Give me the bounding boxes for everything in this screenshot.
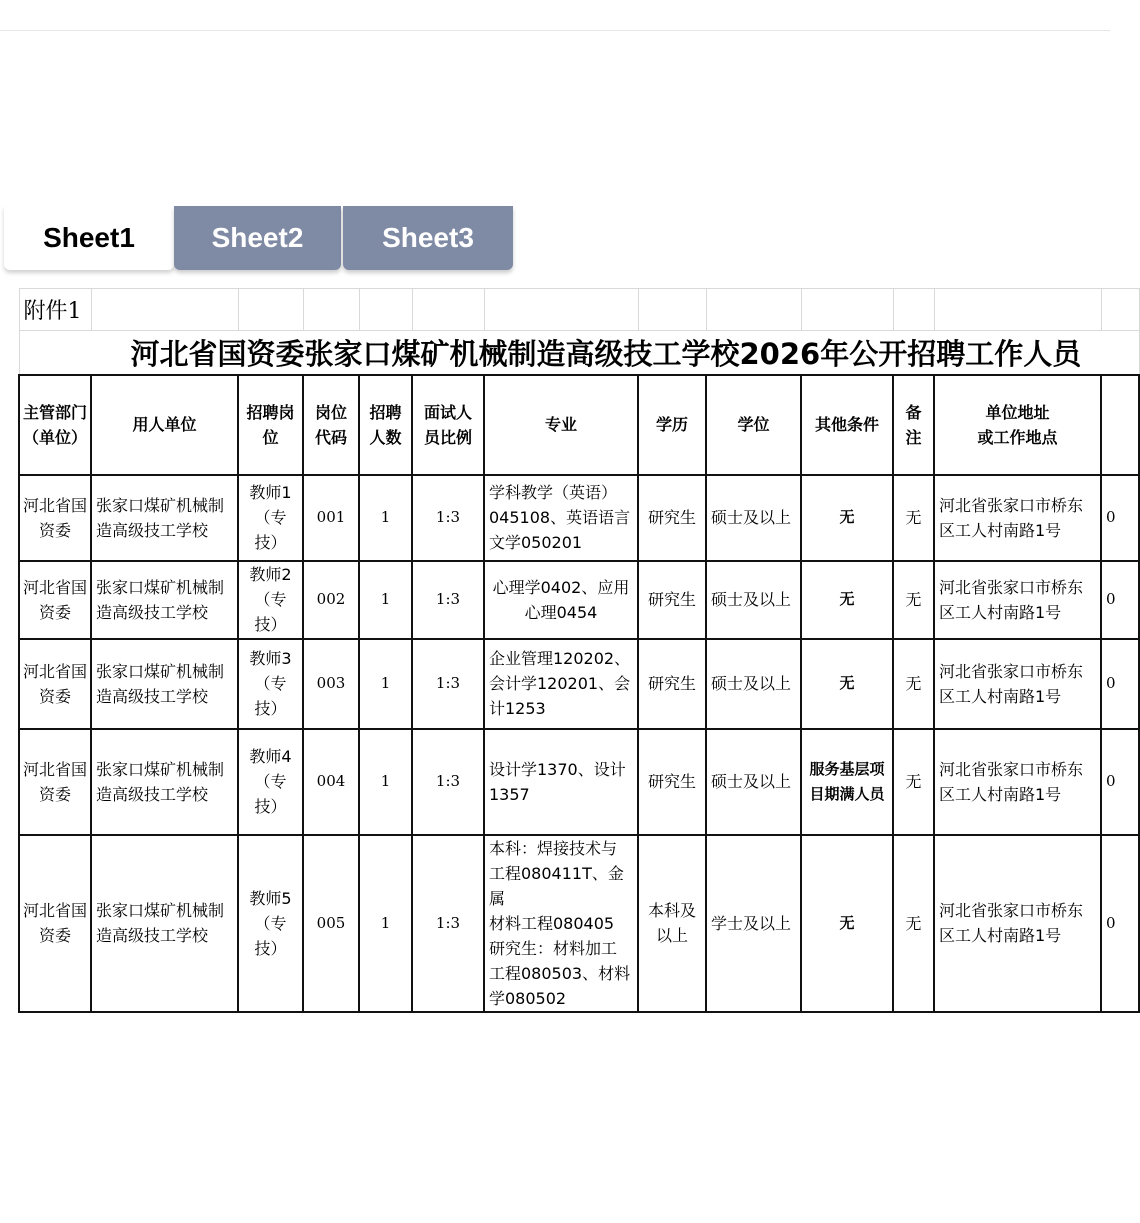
cell-education[interactable]: 研究生 xyxy=(638,475,706,561)
cell-extra[interactable]: 0 xyxy=(1101,729,1139,835)
cell-major[interactable]: 设计学1370、设计 1357 xyxy=(484,729,638,835)
cell-extra[interactable]: 0 xyxy=(1101,639,1139,729)
attachment-row xyxy=(19,289,1139,331)
empty-cell[interactable] xyxy=(238,289,303,331)
attachment-label[interactable]: 附件1 xyxy=(19,289,91,331)
cell-employer[interactable]: 张家口煤矿机械制 造高级技工学校 xyxy=(91,729,238,835)
empty-cell[interactable] xyxy=(91,289,238,331)
cell-degree[interactable]: 学士及以上 xyxy=(706,835,801,1012)
cell-remark[interactable]: 无 xyxy=(893,835,934,1012)
cell-dept[interactable]: 河北省国 资委 xyxy=(19,835,91,1012)
cell-code[interactable]: 004 xyxy=(303,729,359,835)
cell-degree[interactable]: 硕士及以上 xyxy=(706,639,801,729)
cell-education[interactable]: 研究生 xyxy=(638,561,706,639)
header-dept[interactable]: 主管部门 （单位） xyxy=(19,375,91,475)
cell-count[interactable]: 1 xyxy=(359,639,412,729)
cell-address[interactable]: 河北省张家口市桥东 区工人村南路1号 xyxy=(934,729,1101,835)
table-row xyxy=(19,475,1139,561)
cell-degree[interactable]: 硕士及以上 xyxy=(706,475,801,561)
cell-major[interactable]: 心理学0402、应用 心理0454 xyxy=(484,561,638,639)
header-count[interactable]: 招聘 人数 xyxy=(359,375,412,475)
header-position[interactable]: 招聘岗 位 xyxy=(238,375,303,475)
header-education[interactable]: 学历 xyxy=(638,375,706,475)
header-code[interactable]: 岗位 代码 xyxy=(303,375,359,475)
empty-cell[interactable] xyxy=(893,289,934,331)
empty-cell[interactable] xyxy=(303,289,359,331)
cell-ratio[interactable]: 1:3 xyxy=(412,475,484,561)
empty-cell[interactable] xyxy=(706,289,801,331)
cell-position[interactable]: 教师2 （专 技） xyxy=(238,561,303,639)
top-divider xyxy=(0,30,1110,31)
cell-ratio[interactable]: 1:3 xyxy=(412,561,484,639)
empty-cell[interactable] xyxy=(484,289,638,331)
cell-code[interactable]: 005 xyxy=(303,835,359,1012)
cell-remark[interactable]: 无 xyxy=(893,729,934,835)
cell-employer[interactable]: 张家口煤矿机械制 造高级技工学校 xyxy=(91,835,238,1012)
cell-position[interactable]: 教师3 （专 技） xyxy=(238,639,303,729)
cell-other[interactable]: 无 xyxy=(801,475,893,561)
cell-major[interactable]: 企业管理120202、 会计学120201、会 计1253 xyxy=(484,639,638,729)
cell-degree[interactable]: 硕士及以上 xyxy=(706,729,801,835)
cell-education[interactable]: 本科及 以上 xyxy=(638,835,706,1012)
cell-position[interactable]: 教师1 （专 技） xyxy=(238,475,303,561)
empty-cell[interactable] xyxy=(801,289,893,331)
cell-ratio[interactable]: 1:3 xyxy=(412,639,484,729)
empty-cell[interactable] xyxy=(412,289,484,331)
tab-sheet2[interactable]: Sheet2 xyxy=(174,206,341,270)
header-other[interactable]: 其他条件 xyxy=(801,375,893,475)
empty-cell[interactable] xyxy=(638,289,706,331)
cell-employer[interactable]: 张家口煤矿机械制 造高级技工学校 xyxy=(91,561,238,639)
spreadsheet-grid[interactable] xyxy=(18,288,1116,1008)
cell-other[interactable]: 服务基层项 目期满人员 xyxy=(801,729,893,835)
empty-cell[interactable] xyxy=(359,289,412,331)
cell-address[interactable]: 河北省张家口市桥东 区工人村南路1号 xyxy=(934,639,1101,729)
cell-remark[interactable]: 无 xyxy=(893,561,934,639)
header-major[interactable]: 专业 xyxy=(484,375,638,475)
cell-extra[interactable]: 0 xyxy=(1101,475,1139,561)
cell-other[interactable]: 无 xyxy=(801,561,893,639)
cell-code[interactable]: 002 xyxy=(303,561,359,639)
cell-dept[interactable]: 河北省国 资委 xyxy=(19,639,91,729)
header-row xyxy=(19,375,1139,475)
cell-remark[interactable]: 无 xyxy=(893,639,934,729)
cell-remark[interactable]: 无 xyxy=(893,475,934,561)
cell-dept[interactable]: 河北省国 资委 xyxy=(19,729,91,835)
cell-ratio[interactable]: 1:3 xyxy=(412,835,484,1012)
header-ratio[interactable]: 面试人 员比例 xyxy=(412,375,484,475)
table-row xyxy=(19,835,1139,1012)
cell-other[interactable]: 无 xyxy=(801,639,893,729)
cell-degree[interactable]: 硕士及以上 xyxy=(706,561,801,639)
cell-major[interactable]: 学科教学（英语） 045108、英语语言 文学050201 xyxy=(484,475,638,561)
cell-position[interactable]: 教师5 （专 技） xyxy=(238,835,303,1012)
cell-employer[interactable]: 张家口煤矿机械制 造高级技工学校 xyxy=(91,475,238,561)
header-address[interactable]: 单位地址 或工作地点 xyxy=(934,375,1101,475)
cell-count[interactable]: 1 xyxy=(359,561,412,639)
tab-sheet3[interactable]: Sheet3 xyxy=(343,206,513,270)
title-row xyxy=(19,331,1139,375)
cell-count[interactable]: 1 xyxy=(359,835,412,1012)
cell-count[interactable]: 1 xyxy=(359,729,412,835)
empty-cell[interactable] xyxy=(1101,289,1139,331)
header-employer[interactable]: 用人单位 xyxy=(91,375,238,475)
table-row xyxy=(19,639,1139,729)
header-remark[interactable]: 备 注 xyxy=(893,375,934,475)
header-degree[interactable]: 学位 xyxy=(706,375,801,475)
cell-count[interactable]: 1 xyxy=(359,475,412,561)
cell-extra[interactable]: 0 xyxy=(1101,835,1139,1012)
cell-other[interactable]: 无 xyxy=(801,835,893,1012)
cell-position[interactable]: 教师4 （专 技） xyxy=(238,729,303,835)
cell-ratio[interactable]: 1:3 xyxy=(412,729,484,835)
sheet-title[interactable]: 河北省国资委张家口煤矿机械制造高级技工学校2026年公开招聘工作人员 xyxy=(19,331,1139,375)
cell-employer[interactable]: 张家口煤矿机械制 造高级技工学校 xyxy=(91,639,238,729)
cell-education[interactable]: 研究生 xyxy=(638,639,706,729)
cell-extra[interactable]: 0 xyxy=(1101,561,1139,639)
cell-code[interactable]: 001 xyxy=(303,475,359,561)
tab-sheet1[interactable]: Sheet1 xyxy=(4,206,174,270)
cell-dept[interactable]: 河北省国 资委 xyxy=(19,561,91,639)
cell-education[interactable]: 研究生 xyxy=(638,729,706,835)
table-row xyxy=(19,561,1139,639)
cell-code[interactable]: 003 xyxy=(303,639,359,729)
header-extra[interactable] xyxy=(1101,375,1139,475)
empty-cell[interactable] xyxy=(934,289,1101,331)
table-row xyxy=(19,729,1139,835)
cell-address[interactable]: 河北省张家口市桥东 区工人村南路1号 xyxy=(934,561,1101,639)
cell-address[interactable]: 河北省张家口市桥东 区工人村南路1号 xyxy=(934,835,1101,1012)
cell-major[interactable]: 本科：焊接技术与 工程080411T、金属 材料工程080405 研究生：材料加工 工程080503、材料 学080502 xyxy=(484,835,638,1012)
cell-dept[interactable]: 河北省国 资委 xyxy=(19,475,91,561)
cell-address[interactable]: 河北省张家口市桥东 区工人村南路1号 xyxy=(934,475,1101,561)
